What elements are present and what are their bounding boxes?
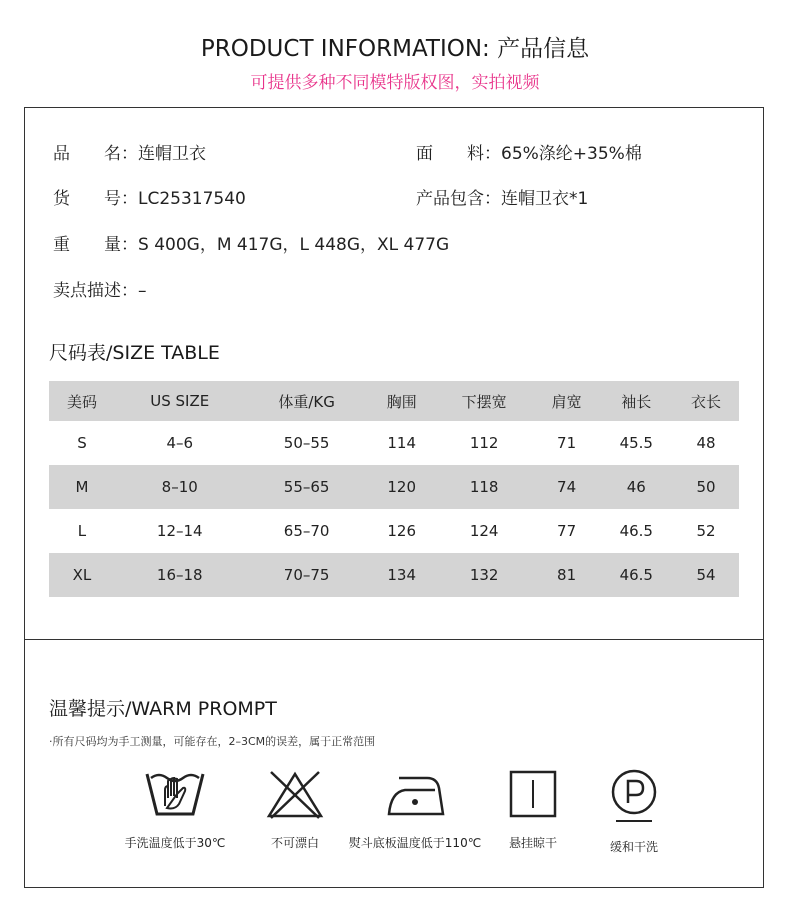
header-cell: 体重/KG (245, 381, 369, 421)
table-cell: 8–10 (115, 465, 245, 509)
header-cell: 袖长 (600, 381, 673, 421)
table-cell: 55–65 (245, 465, 369, 509)
table-cell: 65–70 (283, 522, 330, 540)
table-cell: 48 (696, 434, 716, 452)
info-fabric-label: 面 料： (416, 144, 501, 164)
care-item-iron (345, 768, 485, 851)
header-cell: US SIZE (115, 381, 245, 421)
header-cell: 美码 (49, 381, 115, 421)
care-item-no-bleach (245, 768, 345, 851)
table-cell: 81 (534, 553, 600, 597)
info-includes (416, 184, 588, 209)
hand-wash-icon (143, 768, 207, 820)
table-cell: 46.5 (619, 522, 653, 540)
info-includes-value: 连帽卫衣*1 (501, 189, 589, 209)
table-cell: 124 (469, 522, 499, 540)
table-cell: S (77, 434, 87, 452)
info-name-value: 连帽卫衣 (138, 144, 206, 164)
table-cell: 45.5 (619, 434, 653, 452)
info-frame (24, 107, 764, 888)
table-cell: 114 (387, 434, 417, 452)
table-row (49, 509, 739, 553)
page-title: PRODUCT INFORMATION: 产品信息 (200, 36, 590, 62)
hang-dry-icon (507, 768, 559, 820)
care-label: 悬挂晾干 (508, 836, 557, 850)
table-cell: 46.5 (600, 553, 673, 597)
info-includes-label: 产品包含： (416, 189, 501, 209)
section-divider (25, 639, 763, 640)
dry-clean-icon (608, 768, 660, 824)
table-row (49, 421, 739, 465)
header-cell: 衣长 (673, 381, 739, 421)
table-cell: 120 (369, 465, 435, 509)
header-cell: 胸围 (369, 381, 435, 421)
table-cell: 74 (534, 465, 600, 509)
table-row (49, 465, 739, 509)
info-fabric-value: 65%涤纶+35%棉 (501, 144, 642, 164)
table-cell: L (77, 522, 87, 540)
iron-icon (385, 768, 445, 820)
table-cell: XL (49, 553, 115, 597)
table-cell: 126 (387, 522, 417, 540)
table-cell: 132 (435, 553, 534, 597)
table-row (49, 553, 739, 597)
table-cell: 54 (673, 553, 739, 597)
care-label: 手洗温度低于30℃ (124, 836, 226, 850)
care-label: 缓和干洗 (609, 840, 658, 854)
info-name (53, 139, 206, 164)
table-cell: 134 (369, 553, 435, 597)
table-cell: 71 (557, 434, 577, 452)
size-table-header (49, 381, 739, 421)
care-label: 熨斗底板温度低于110℃ (348, 836, 482, 850)
warm-prompt-title: 温馨提示/WARM PROMPT (49, 698, 277, 720)
info-weight-label: 重 量： (53, 235, 138, 255)
table-cell: 52 (696, 522, 716, 540)
table-cell: 112 (469, 434, 499, 452)
info-selling-label: 卖点描述： (53, 281, 138, 301)
size-table-title: 尺码表/SIZE TABLE (49, 342, 220, 364)
care-item-hang-dry (485, 768, 581, 851)
care-label: 不可漂白 (270, 836, 319, 850)
info-fabric (416, 139, 642, 164)
table-cell: 12–14 (156, 522, 203, 540)
table-cell: 4–6 (166, 434, 194, 452)
table-cell: 50 (673, 465, 739, 509)
info-name-label: 品 名： (53, 144, 138, 164)
info-sku (53, 184, 246, 209)
info-selling-value: – (138, 281, 147, 301)
info-sku-value: LC25317540 (138, 189, 246, 209)
info-sku-label: 货 号： (53, 189, 138, 209)
size-table (49, 381, 739, 597)
care-item-hand-wash (105, 768, 245, 851)
page-subtitle: 可提供多种不同模特版权图，实拍视频 (250, 73, 540, 93)
header-cell: 下摆宽 (435, 381, 534, 421)
table-cell: 77 (557, 522, 577, 540)
care-item-dry-clean (581, 768, 687, 855)
info-selling (53, 276, 147, 301)
measure-note: ·所有尺码均为手工测量，可能存在，2–3CM的误差，属于正常范围 (49, 735, 376, 748)
table-cell: 70–75 (245, 553, 369, 597)
table-cell: 46 (600, 465, 673, 509)
table-cell: 16–18 (115, 553, 245, 597)
no-bleach-icon (265, 768, 325, 820)
table-cell: 50–55 (283, 434, 330, 452)
header-cell: 肩宽 (534, 381, 600, 421)
info-weight (53, 230, 449, 255)
table-cell: 118 (435, 465, 534, 509)
info-weight-value: S 400G，M 417G，L 448G，XL 477G (138, 235, 450, 255)
table-cell: M (49, 465, 115, 509)
